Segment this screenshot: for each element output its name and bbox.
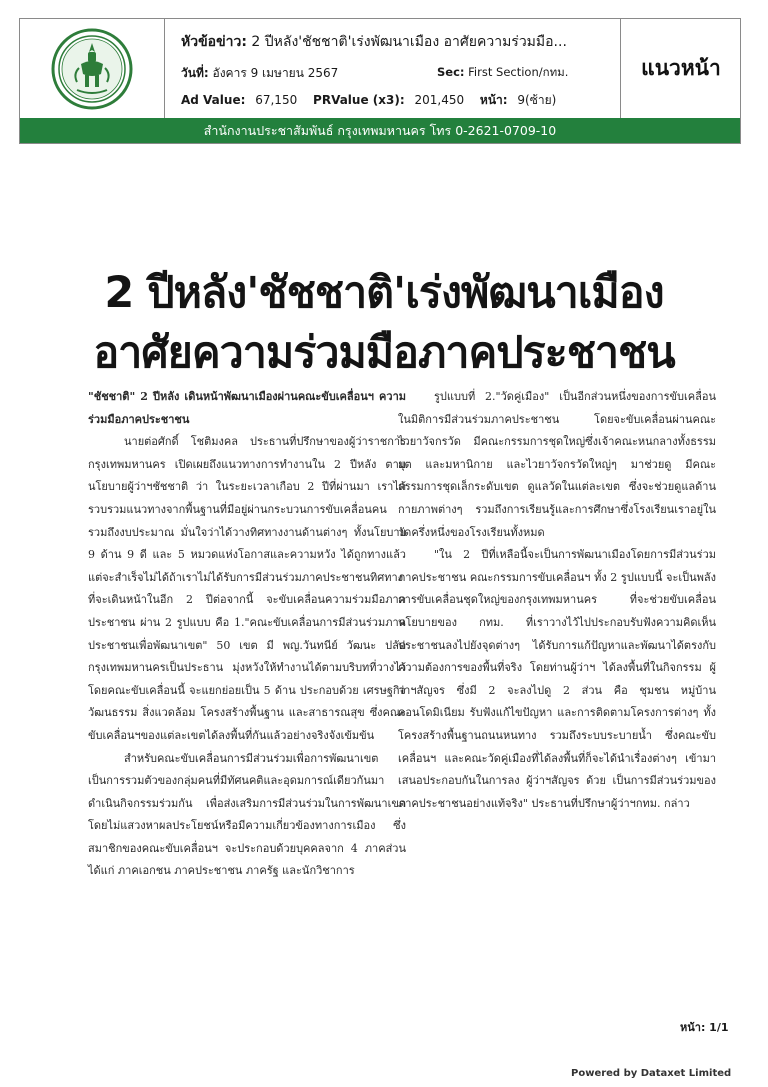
newspaper-name-box [621,19,741,118]
newspaper-name: แนวหน้า [641,56,721,80]
office-contact-bar [20,118,740,143]
article-column-left [88,386,406,883]
headline-label: หัวข้อข่าว: [181,34,247,50]
ad-value-label: Ad Value: [181,93,246,107]
date-row [181,64,338,83]
bangkok-emblem-icon [51,28,133,110]
page-indicator: หน้า: 1/1 [680,1021,729,1034]
pr-value: 201,450 [414,93,465,107]
date-value: อังคาร 9 เมษายน 2567 [212,66,339,80]
body-paragraph: รูปแบบที่ 2."วัดคู่เมือง" เป็นอีกส่วนหนึ่งของการขับเคลื่อนในมิติการมีส่วนร่วมภาคประชาชน โดยจะขับเคลื่อนผ่านคณะไวยาวัจกรวัด มีคณะกรรมการชุดใหญ่ซึ่งเจ้าคณะหนกลางทั้งธรรมยุต และมหานิกาย และไวยาวัจกรวัดใหญ่ๆ มาช่วยดู มีคณะกรรมการชุดเล็กระดับเขต ดูแลวัดในแต่ละเขต ซึ่งจะช่วยดูแลด้านกายภาพต่างๆ รวมถึงการเรียนรู้และการศึกษาซึ่งโรงเรียนเราอยู่ในวัดครึ่งหนึ่งของโรงเรียนทั้งหมด [398,390,716,539]
article-title-line2: อาศัยความร่วมมือภาคประชาชน [93,328,675,378]
section-row [437,64,568,82]
headline-value: 2 ปีหลัง'ชัชชาติ'เร่งพัฒนาเมือง อาศัยความร่วมมือ... [251,34,567,50]
pr-value-label: PRValue (x3): [313,93,405,107]
ad-value: 67,150 [255,93,298,107]
page-label: หน้า: [479,93,508,107]
clipping-info [165,19,621,118]
article-column-right [398,386,716,815]
value-row [181,91,568,110]
page-value: 9(ซ้าย) [517,93,557,107]
powered-by: Powered by Dataxet Limited [571,1068,732,1079]
body-paragraph: สำหรับคณะขับเคลื่อนการมีส่วนร่วมเพื่อการพัฒนาเขต เป็นการรวมตัวของกลุ่มคนที่มีทัศนคติและอุดมการณ์เดียวกันมาดำเนินกิจกรรมร่วมกัน เพื่อส่งเสริมการมีส่วนร่วมในการพัฒนาเขตโดยไม่แสวงหาผลประโยชน์หรือมีความเกี่ยวข้องทางการเมือง ซึ่งสมาชิกของคณะขับเคลื่อนฯ จะประกอบด้วยบุคคลจาก 4 ภาคส่วน ได้แก่ ภาคเอกชน ภาคประชาชน ภาครัฐ และนักวิชาการ [88,751,406,878]
body-paragraph: "ใน 2 ปีที่เหลือนี้จะเป็นการพัฒนาเมืองโดยการมีส่วนร่วมภาคประชาชน คณะกรรมการขับเคลื่อนฯ ทั้ง 2 รูปแบบนี้ จะเป็นพลังการขับเคลื่อนชุดใหญ่ของกรุงเทพมหานคร ที่จะช่วยขับเคลื่อนนโยบายของ กทม. ที่เราวางไว้ไปประกอบรับฟังความคิดเห็นประชาชนลงไปยังจุดต่างๆ ได้รับการแก้ปัญหาและพัฒนาได้ตรงกับความต้องการของพื้นที่จริง โดยท่านผู้ว่าฯ ได้ลงพื้นที่ในกิจกรรม ผู้ว่าฯสัญจร ซึ่งมี 2 จะลงไปดู 2 ส่วน คือ ชุมชน หมู่บ้าน คอนโดมิเนียม รับฟังแก้ไขปัญหา และการติดตามโครงการต่างๆ ทั้งโครงสร้างพื้นฐานถนนหนทาง รวมถึงระบบระบายน้ำ ซึ่งคณะขับเคลื่อนฯ และคณะวัดคู่เมืองที่ได้ลงพื้นที่ก็จะได้นำเรื่องต่างๆ เข้ามาเสนอประกอบกันในการลง ผู้ว่าฯสัญจร ด้วย เป็นการมีส่วนร่วมของภาคประชาชนอย่างแท้จริง" ประธานที่ปรึกษาผู้ว่าฯกทม. กล่าว [398,548,716,810]
sec-label: Sec: [437,65,465,79]
lead-paragraph: "ชัชชาติ" 2 ปีหลัง เดินหน้าพัฒนาเมืองผ่านคณะขับเคลื่อนฯ ความร่วมมือภาคประชาชน [88,390,406,426]
date-label: วันที่: [181,66,209,80]
office-contact-text: สำนักงานประชาสัมพันธ์ กรุงเทพมหานคร โทร 0-2621-0709-10 [203,122,557,138]
sec-value: First Section/กทม. [468,65,569,79]
headline-row [181,31,567,53]
article-title-line1: 2 ปีหลัง'ชัชชาติ'เร่งพัฒนาเมือง [104,268,664,318]
logo-box [20,19,165,118]
body-paragraph: นายต่อศักดิ์ โชติมงคล ประธานที่ปรึกษาของผู้ว่าราชการกรุงเทพมหานคร เปิดเผยถึงแนวทางการทำงานใน 2 ปีหลัง ตามนโยบายผู้ว่าฯชัชชาติ ว่า ในระยะเวลาเกือบ 2 ปีที่ผ่านมา เราได้รวบรวมแนวทางจากพื้นฐานที่มีอยู่ผ่านกระบวนการขับเคลื่อนคนรวมถึงงบประมาณ มั่นใจว่าได้วางทิศทางงานด้านต่างๆ ทั้งนโยบาย 9 ด้าน 9 ดี และ 5 หมวดแห่งโอกาสและความหวัง ได้ถูกทางแล้ว แต่จะสำเร็จไม่ได้ถ้าเราไม่ได้รับการมีส่วนร่วมภาคประชาชนทิศทางที่จะเดินหน้าในอีก 2 ปีต่อจากนี้ จะขับเคลื่อนความร่วมมือภาคประชาชน ผ่าน 2 รูปแบบ คือ 1."คณะขับเคลื่อนการมีส่วนร่วมภาคประชาชนเพื่อพัฒนาเขต" 50 เขต มี พญ.วันทนีย์ วัฒนะ ปลัดกรุงเทพมหานครเป็นประธาน มุ่งหวังให้ทำงานได้ตามบริบทที่วางไว้ โดยคณะขับเคลื่อนนี้ จะแยกย่อยเป็น 5 ด้าน ประกอบด้วย เศรษฐกิจ วัฒนธรรม สิ่งแวดล้อม โครงสร้างพื้นฐาน และสาธารณสุข ซึ่งคณะขับเคลื่อนฯของแต่ละเขตได้ลงพื้นที่กันแล้วอย่างจริงจังเข้มข้น [88,435,406,742]
clipping-header [19,18,741,144]
